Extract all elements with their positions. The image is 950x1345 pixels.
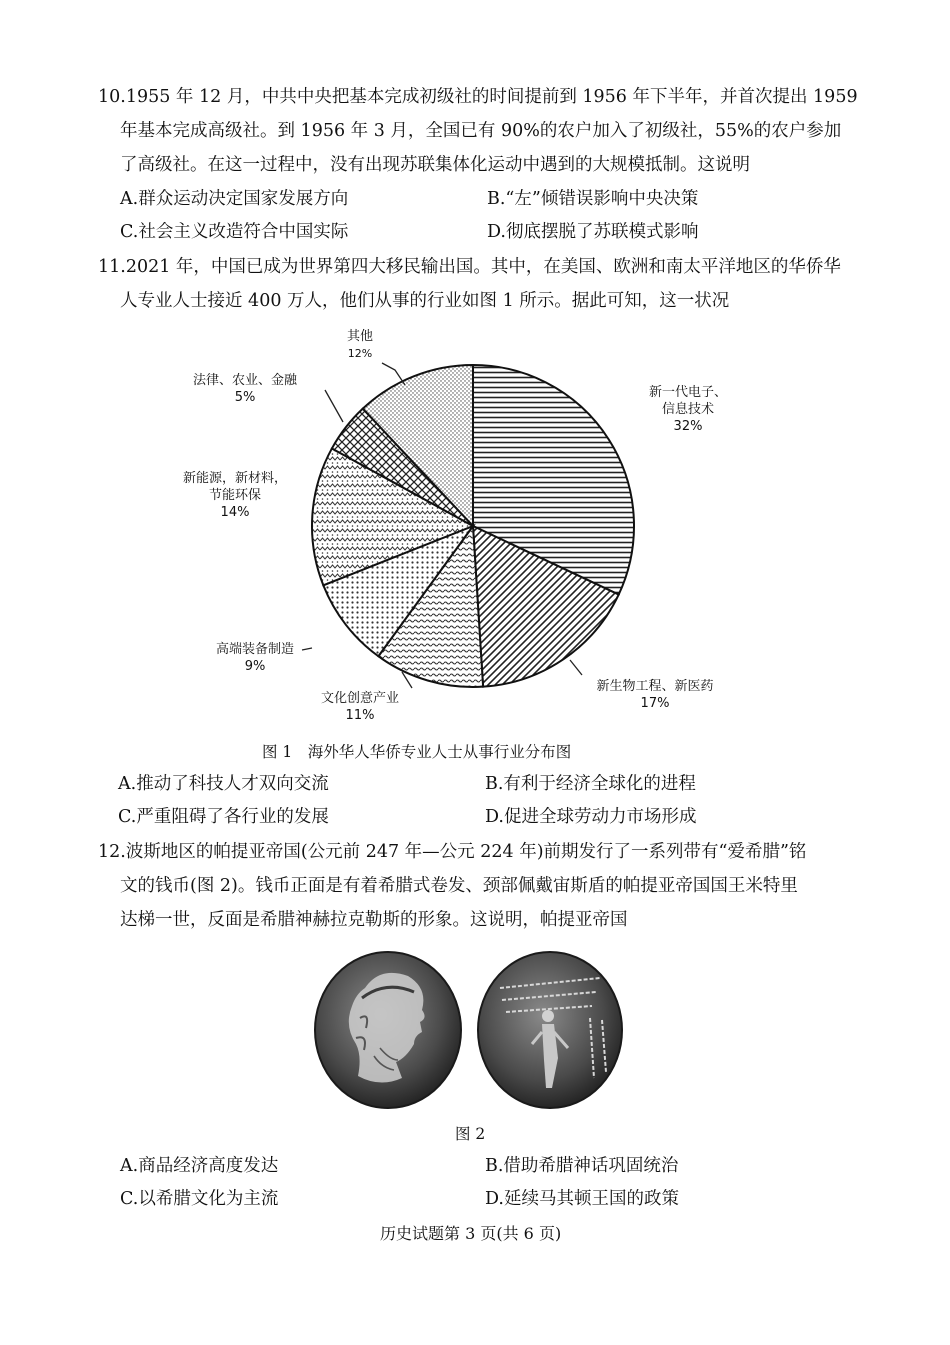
q10-option-d: D.彻底摆脱了苏联模式影响	[487, 222, 699, 242]
pie-label-bio	[575, 678, 735, 712]
pie-label-law-name: 法律、农业、金融	[192, 373, 297, 388]
figure-2-caption: 图 2	[455, 1125, 486, 1143]
figure-1-caption: 图 1 海外华人华侨专业人士从事行业分布图	[262, 743, 572, 761]
coin-obverse	[315, 952, 461, 1108]
q12-option-d: D.延续马其顿王国的政策	[485, 1189, 679, 1209]
page-footer: 历史试题第 3 页(共 6 页)	[380, 1224, 562, 1243]
pie-label-other-name: 其他	[346, 329, 373, 344]
q10-line-2: 年基本完成高级社。到 1956 年 3 月，全国已有 90%的农户加入了初级社，55%的农户参加	[120, 121, 842, 141]
parthian-coins-image	[310, 948, 640, 1113]
pie-label-other	[330, 328, 390, 362]
pie-label-law-pct: 5%	[234, 390, 256, 405]
q12-option-c: C.以希腊文化为主流	[120, 1189, 279, 1209]
pie-label-energy	[160, 470, 310, 521]
pie-label-it-name-1: 新一代电子、	[648, 385, 727, 400]
pie-label-other-pct: 12%	[347, 347, 373, 360]
pie-label-bio-pct: 17%	[640, 696, 670, 711]
q12-line-1: 12.波斯地区的帕提亚帝国(公元前 247 年—公元 224 年)前期发行了一系列带有“爱希腊”铭	[98, 842, 807, 862]
q12-option-b: B.借助希腊神话巩固统治	[485, 1156, 679, 1176]
pie-label-law	[180, 372, 310, 406]
q11-line-1: 11.2021 年，中国已成为世界第四大移民输出国。其中，在美国、欧洲和南太平洋地区的华侨华	[98, 257, 841, 277]
q12-line-3: 达梯一世，反面是希腊神赫拉克勒斯的形象。这说明，帕提亚帝国	[120, 910, 628, 930]
pie-label-culture	[300, 690, 420, 724]
leader-line-law	[325, 390, 343, 422]
pie-label-culture-pct: 11%	[345, 708, 375, 723]
q10-line-3: 了高级社。在这一过程中，没有出现苏联集体化运动中遇到的大规模抵制。这说明	[120, 155, 750, 175]
pie-label-equipment	[200, 641, 310, 675]
pie-label-bio-name: 新生物工程、新医药	[596, 679, 714, 694]
q10-option-a: A.群众运动决定国家发展方向	[120, 189, 349, 209]
q10-option-b: B.“左”倾错误影响中央决策	[487, 189, 699, 209]
pie-label-it-pct: 32%	[673, 419, 703, 434]
pie-label-energy-name-2: 节能环保	[208, 488, 261, 503]
q12-line-2: 文的钱币(图 2)。钱币正面是有着希腊式卷发、颈部佩戴宙斯盾的帕提亚帝国国王米特里	[120, 876, 798, 896]
q12-option-a: A.商品经济高度发达	[120, 1156, 279, 1176]
pie-label-it-name-2: 信息技术	[661, 402, 714, 417]
pie-label-equipment-name: 高端装备制造	[215, 642, 294, 657]
q11-option-b: B.有利于经济全球化的进程	[485, 774, 696, 794]
pie-label-it	[618, 384, 758, 435]
q10-line-1: 10.1955 年 12 月，中共中央把基本完成初级社的时间提前到 1956 年下半年，并首次提出 1959	[98, 87, 858, 107]
q11-option-a: A.推动了科技人才双向交流	[118, 774, 329, 794]
pie-label-energy-pct: 14%	[220, 505, 250, 520]
pie-label-energy-name-1: 新能源，新材料，	[182, 471, 287, 486]
q11-line-2: 人专业人士接近 400 万人，他们从事的行业如图 1 所示。据此可知，这一状况	[120, 291, 730, 311]
pie-label-culture-name: 文化创意产业	[320, 691, 399, 706]
pie-label-equipment-pct: 9%	[244, 659, 266, 674]
leader-line-bio	[570, 660, 582, 675]
coin-reverse	[478, 952, 622, 1108]
q11-option-d: D.促进全球劳动力市场形成	[485, 807, 697, 827]
q11-option-c: C.严重阻碍了各行业的发展	[118, 807, 329, 827]
q10-option-c: C.社会主义改造符合中国实际	[120, 222, 349, 242]
